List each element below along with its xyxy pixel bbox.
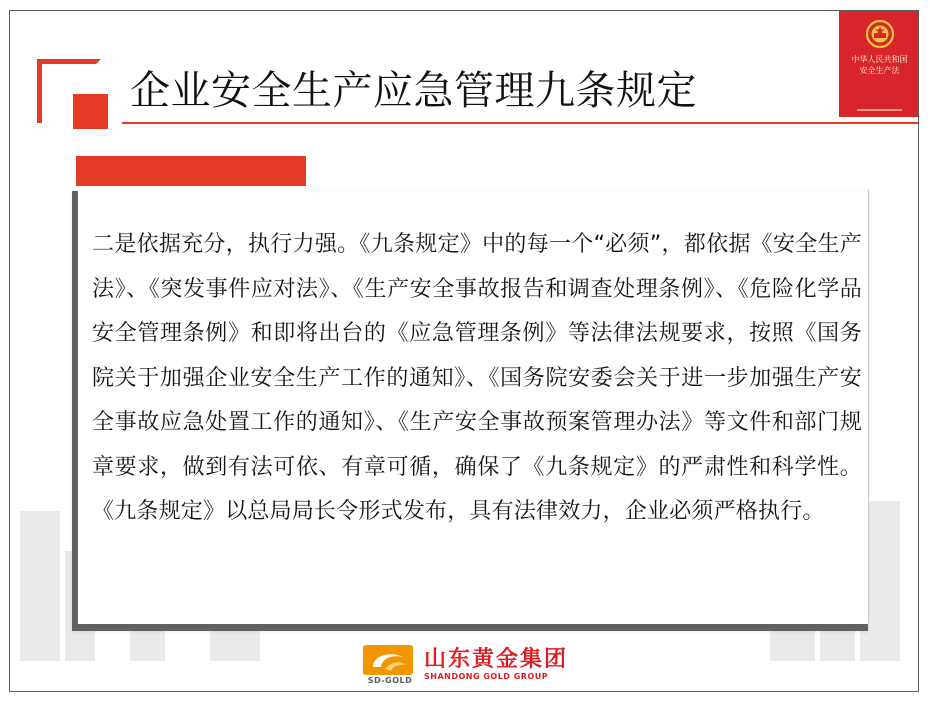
logo-english-name: SHANDONG GOLD GROUP <box>424 672 549 681</box>
title-corner-block <box>73 94 108 129</box>
title-underline <box>122 122 919 124</box>
sd-gold-logo-icon <box>363 645 413 675</box>
logo-abbreviation: SD-GOLD <box>367 676 413 685</box>
body-paragraph: 二是依据充分，执行力强。《九条规定》中的每一个“必须”，都依据《安全生产法》、《突发事件应对法》、《生产安全事故报告和调查处理条例》、《危险化学品安全管理条例》和即将出台的《应急管理条例》等法律法规要求，按照《国务院关于加强企业安全生产工作的通知》、《国务院安委会关于进一步加强生产安全事故应急处置工作的通知》、《生产安全事故预案管理办法》等文件和部门规章要求，做到有法可依、有章可循，确保了《九条规定》的严肃性和科学性。《九条规定》以总局局长令形式发布，具有法律效力，企业必须严格执行。 <box>92 232 862 524</box>
company-logo <box>363 641 573 686</box>
emblem-footer-line <box>857 109 902 111</box>
emblem-country-text: 中华人民共和国 <box>851 55 908 64</box>
national-emblem-icon <box>865 19 895 49</box>
slide <box>9 10 919 692</box>
slide-title: 企业安全生产应急管理九条规定 <box>130 68 697 114</box>
emblem-law-text: 安全生产法 <box>859 66 900 75</box>
logo-chinese-name: 山东黄金集团 <box>424 647 569 672</box>
law-book-cover <box>839 11 919 117</box>
content-box <box>72 191 868 631</box>
section-accent-bar <box>76 156 306 186</box>
